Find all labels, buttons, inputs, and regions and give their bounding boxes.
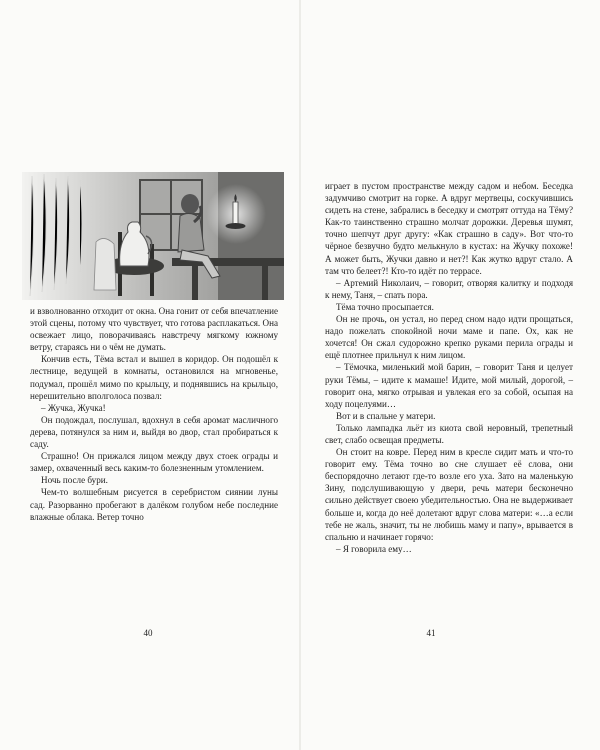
- right-page: [301, 0, 600, 750]
- page-number: 40: [143, 628, 153, 638]
- page-number: 41: [426, 628, 436, 638]
- paragraph: Он не прочь, он устал, но перед сном надо идти прощаться, надо пожелать спокойной ночи маме и папе. Ох, как не хочется! Он сжал судорожно крепко руками перила ограды и ещё плотнее прильнул к ним лицом.: [325, 314, 573, 361]
- paragraph: Тёма точно просыпается.: [336, 301, 434, 312]
- paragraph: и взволнованно отходит от окна. Она гонит от себя впечатление этой сцены, потому что чувствует, что готова расплакаться. Она освежает лицо, поворачиваясь навстречу мягкому южному ветру, стараясь ни о чём не думать.: [30, 306, 278, 353]
- left-page: [0, 0, 299, 750]
- paragraph: Кончив есть, Тёма встал и вышел в коридор. Он подошёл к лестнице, ведущей в комнаты, остановился на мгновенье, подумал, прошёл мимо по крыльцу, и поднявшись на крыльцо, нерешительно вполголоса позвал:: [30, 354, 278, 401]
- paragraph: Только лампадка льёт из киота свой неровный, трепетный свет, слабо освещая предметы.: [325, 422, 573, 445]
- paragraph: – Я говорила ему…: [336, 543, 412, 554]
- paragraph: Ночь после бури.: [41, 475, 108, 486]
- right-text-column: [325, 180, 573, 555]
- paragraph: Страшно! Он прижался лицом между двух стоек ограды и замер, охваченный весь каким-то болезненным утомлением.: [30, 451, 278, 474]
- paragraph: – Жучка, Жучка!: [41, 402, 106, 413]
- left-text-column: [30, 305, 278, 523]
- paragraph: – Артемий Николаич, – говорит, отворяя калитку и подходя к нему, Таня, – спать пора.: [325, 277, 573, 300]
- paragraph: Он стоит на ковре. Перед ним в кресле сидит мать и что-то говорит ему. Тёма точно во сне слушает её слова, они беспорядочно летают где-то возле его уха. Зато на маленькую Зину, подслушивающую у двери, речь матери бесконечно сильно действует своею убедительностью. Она не выдерживает больше и, когда до неё долетают вдруг слова матери: «…а если тебе не жаль, значит, ты не любишь маму и папу», врывается в спальню и начинает горячо:: [325, 447, 573, 542]
- paragraph: Чем-то волшебным рисуется в серебристом сиянии луны сад. Разорванно пробегают в далёком голубом небе последние влажные облака. Ветер точно: [30, 487, 278, 522]
- paragraph: Он подождал, послушал, вдохнул в себя аромат масличного дерева, потянулся за ним и, выйдя во двор, стал пробираться к саду.: [30, 414, 278, 450]
- paragraph: – Тёмочка, миленький мой барин, – говорит Таня и целует руки Тёмы, – идите к мамаше! Идите, мой милый, дорогой, – говорит она, мягко отрывая и увлекая его за собой, осыпая на ходу поцелуями…: [325, 362, 573, 409]
- illustration-boy-at-window: [22, 172, 284, 300]
- paragraph: играет в пустом пространстве между садом и небом. Беседка задумчиво смотрит на горке. А вдруг мертвецы, соскучившись сидеть на стене, забрались в беседку и смотрят оттуда на Тёму? Как-то таинственно страшно молчат дорожки. Деревья шумят, точно шепчут друг другу: «Как страшно в саду». Вот что-то чёрное безвучно будто мелькнуло в кустах: на Жучку похоже! А может быть, Жучки давно и нет?! Как жутко вдруг стало. А там что белеет?! Кто-то идёт по террасе.: [325, 181, 573, 276]
- paragraph: Вот и в спальне у матери.: [336, 410, 436, 421]
